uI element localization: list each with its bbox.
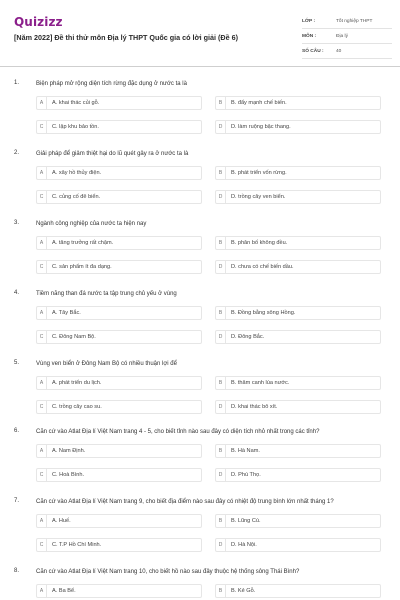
answer-option-a[interactable]	[36, 166, 202, 180]
answer-option-a[interactable]	[36, 236, 202, 250]
answer-option-a[interactable]	[36, 306, 202, 320]
answer-option-d[interactable]	[215, 120, 381, 134]
answer-option-c[interactable]	[36, 330, 202, 344]
worksheet-meta	[302, 14, 392, 59]
option-text: A. Tây Bắc.	[52, 310, 81, 316]
question-number: 8.	[14, 568, 20, 574]
option-text: A. Nam Định.	[52, 448, 86, 454]
page-title: [Năm 2022] Đề thi thử môn Địa lý THPT Quốc gia có lời giải (Đề 6)	[14, 33, 238, 42]
meta-row-class	[302, 14, 392, 29]
option-text: D. Hà Nội.	[231, 542, 257, 548]
answer-option-d[interactable]	[215, 400, 381, 414]
meta-value: 40	[336, 48, 342, 54]
option-letter: A	[37, 585, 47, 597]
option-letter: C	[37, 401, 47, 413]
answer-option-b[interactable]	[215, 166, 381, 180]
option-letter: C	[37, 261, 47, 273]
option-letter: D	[216, 401, 226, 413]
option-text: C. củng cố đê biển.	[52, 194, 101, 200]
answer-option-c[interactable]	[36, 400, 202, 414]
option-letter: B	[216, 307, 226, 319]
meta-label: SỐ CÂU :	[302, 48, 324, 54]
answer-option-c[interactable]	[36, 260, 202, 274]
option-letter: D	[216, 261, 226, 273]
answer-option-b[interactable]	[215, 376, 381, 390]
option-text: B. Đồng bằng sông Hồng.	[231, 310, 296, 316]
answer-option-c[interactable]	[36, 468, 202, 482]
option-text: B. đẩy mạnh chế biến.	[231, 100, 287, 106]
answer-option-b[interactable]	[215, 514, 381, 528]
option-text: B. phân bố không đều.	[231, 240, 288, 246]
meta-label: LỚP :	[302, 18, 316, 24]
question	[0, 220, 400, 290]
question	[0, 568, 400, 600]
question-text: Căn cứ vào Atlat Địa lí Việt Nam trang 10, cho biết hồ nào sau đây thuộc hệ thống sông Thái Bình?	[36, 569, 300, 575]
option-text: C. lập khu bảo tồn.	[52, 124, 99, 130]
option-text: C. trồng cây cao su.	[52, 404, 102, 410]
meta-row-subject	[302, 29, 392, 44]
option-text: C. Đông Nam Bộ.	[52, 334, 96, 340]
meta-row-question-count	[302, 44, 392, 59]
answer-option-a[interactable]	[36, 376, 202, 390]
question-text: Căn cứ vào Atlat Địa lí Việt Nam trang 9, cho biết địa điểm nào sau đây có nhiệt độ trung bình lớn nhất tháng 1?	[36, 499, 334, 505]
option-text: B. Kẻ Gỗ.	[231, 588, 256, 594]
answer-option-c[interactable]	[36, 190, 202, 204]
answer-option-d[interactable]	[215, 468, 381, 482]
option-letter: A	[37, 307, 47, 319]
option-letter: A	[37, 167, 47, 179]
question-text: Ngành công nghiệp của nước ta hiện nay	[36, 221, 147, 227]
option-letter: B	[216, 445, 226, 457]
question	[0, 80, 400, 150]
option-text: D. trồng cây ven biển.	[231, 194, 286, 200]
option-letter: B	[216, 237, 226, 249]
question-number: 5.	[14, 360, 20, 366]
option-text: B. Lũng Cú.	[231, 518, 261, 524]
option-text: A. xây hồ thủy điện.	[52, 170, 102, 176]
question-number: 1.	[14, 80, 20, 86]
question	[0, 498, 400, 568]
option-letter: A	[37, 515, 47, 527]
option-letter: C	[37, 191, 47, 203]
question-text: Giải pháp để giảm thiệt hại do lũ quét gây ra ở nước ta là	[36, 151, 189, 157]
question	[0, 150, 400, 220]
question-text: Tiềm năng than đá nước ta tập trung chủ yếu ở vùng	[36, 291, 177, 297]
option-text: A. tăng trưởng rất chậm.	[52, 240, 114, 246]
option-letter: D	[216, 331, 226, 343]
option-text: C. T.P Hồ Chí Minh.	[52, 542, 102, 548]
question	[0, 428, 400, 498]
question-number: 7.	[14, 498, 20, 504]
question	[0, 360, 400, 430]
option-letter: C	[37, 121, 47, 133]
question-text: Vùng ven biển ở Đông Nam Bộ có nhiều thuận lợi để	[36, 361, 177, 367]
answer-option-d[interactable]	[215, 260, 381, 274]
option-text: A. Ba Bể.	[52, 588, 76, 594]
question	[0, 290, 400, 360]
header-divider	[0, 66, 400, 67]
meta-value: Địa lý	[336, 33, 348, 39]
option-text: D. Phú Thọ.	[231, 472, 261, 478]
option-letter: A	[37, 445, 47, 457]
option-letter: B	[216, 515, 226, 527]
answer-option-a[interactable]	[36, 96, 202, 110]
option-letter: C	[37, 331, 47, 343]
option-letter: B	[216, 167, 226, 179]
answer-option-c[interactable]	[36, 538, 202, 552]
answer-option-b[interactable]	[215, 96, 381, 110]
question-number: 6.	[14, 428, 20, 434]
answer-option-d[interactable]	[215, 538, 381, 552]
answer-option-b[interactable]	[215, 306, 381, 320]
meta-value: Tốt nghiệp THPT	[336, 18, 373, 24]
option-text: A. Huế.	[52, 518, 71, 524]
option-letter: B	[216, 377, 226, 389]
option-text: B. thâm canh lúa nước.	[231, 380, 290, 386]
option-letter: D	[216, 191, 226, 203]
question-number: 2.	[14, 150, 20, 156]
option-letter: A	[37, 97, 47, 109]
option-text: D. làm ruộng bậc thang.	[231, 124, 291, 130]
option-text: C. sản phẩm ít đa dạng.	[52, 264, 112, 270]
question-text: Biện pháp mở rộng diện tích rừng đặc dụng ở nước ta là	[36, 81, 187, 87]
option-text: D. khai thác bô xít.	[231, 404, 278, 410]
option-text: D. chưa có chế biến dầu.	[231, 264, 294, 270]
answer-option-d[interactable]	[215, 330, 381, 344]
answer-option-b[interactable]	[215, 584, 381, 598]
answer-option-b[interactable]	[215, 444, 381, 458]
option-text: A. khai thác củi gỗ.	[52, 100, 100, 106]
option-letter: A	[37, 237, 47, 249]
option-letter: B	[216, 97, 226, 109]
question-number: 3.	[14, 220, 20, 226]
option-letter: C	[37, 469, 47, 481]
answer-option-a[interactable]	[36, 584, 202, 598]
option-text: A. phát triển du lịch.	[52, 380, 102, 386]
option-letter: B	[216, 585, 226, 597]
option-letter: A	[37, 377, 47, 389]
option-text: B. Hà Nam.	[231, 448, 260, 454]
option-letter: D	[216, 121, 226, 133]
answer-option-a[interactable]	[36, 514, 202, 528]
answer-option-a[interactable]	[36, 444, 202, 458]
option-letter: D	[216, 469, 226, 481]
question-text: Căn cứ vào Atlat Địa lí Việt Nam trang 4 - 5, cho biết tỉnh nào sau đây có diện tích nhỏ nhất trong các tỉnh?	[36, 429, 320, 435]
option-letter: C	[37, 539, 47, 551]
answer-option-c[interactable]	[36, 120, 202, 134]
option-text: B. phát triển vốn rừng.	[231, 170, 287, 176]
quizizz-logo: Quizizz	[14, 15, 63, 29]
answer-option-d[interactable]	[215, 190, 381, 204]
option-letter: D	[216, 539, 226, 551]
answer-option-b[interactable]	[215, 236, 381, 250]
meta-label: MÔN :	[302, 33, 317, 39]
option-text: D. Đông Bắc.	[231, 334, 265, 340]
option-text: C. Hoà Bình.	[52, 472, 85, 478]
question-number: 4.	[14, 290, 20, 296]
